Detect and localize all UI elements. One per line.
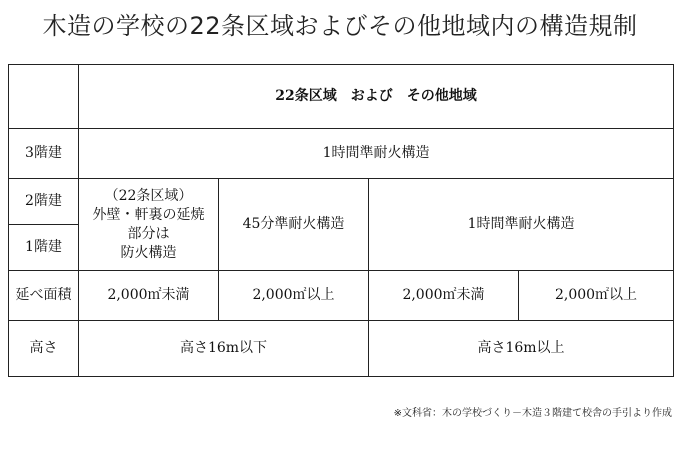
small-building-line-1: （22条区域）	[104, 187, 193, 204]
small-building-line-2: 外壁・軒裏の延焼	[92, 206, 205, 223]
floor-area-cell: 2,000㎡以上	[519, 271, 674, 321]
cell-45min-structure: 45分準耐火構造	[219, 179, 369, 271]
header-area-cell: 22条区域 および その他地域	[79, 65, 674, 129]
source-note: ※文科省：木の学校づくり－木造３階建て校舎の手引より作成	[393, 408, 672, 419]
floor-area-cell: 2,000㎡未満	[79, 271, 219, 321]
regulation-table	[8, 64, 674, 377]
row-label-height: 高さ	[9, 321, 79, 377]
row-label-2f: 2階建	[9, 179, 79, 225]
small-building-line-4: 防火構造	[120, 244, 177, 261]
floor-area-cell: 2,000㎡未満	[369, 271, 519, 321]
small-building-line-3: 部分は	[127, 225, 170, 242]
row-label-1f: 1階建	[9, 225, 79, 271]
cell-small-building-structure	[79, 179, 219, 271]
page-title: 木造の学校の22条区域およびその他地域内の構造規制	[42, 12, 638, 40]
row-label-3f: 3階建	[9, 129, 79, 179]
header-corner-cell	[9, 65, 79, 129]
floor-area-cell: 2,000㎡以上	[219, 271, 369, 321]
height-cell: 高さ16m以下	[79, 321, 369, 377]
cell-3f-structure: 1時間準耐火構造	[79, 129, 674, 179]
cell-1hour-structure: 1時間準耐火構造	[369, 179, 674, 271]
row-label-floor-area: 延べ面積	[9, 271, 79, 321]
height-cell: 高さ16m以上	[369, 321, 674, 377]
